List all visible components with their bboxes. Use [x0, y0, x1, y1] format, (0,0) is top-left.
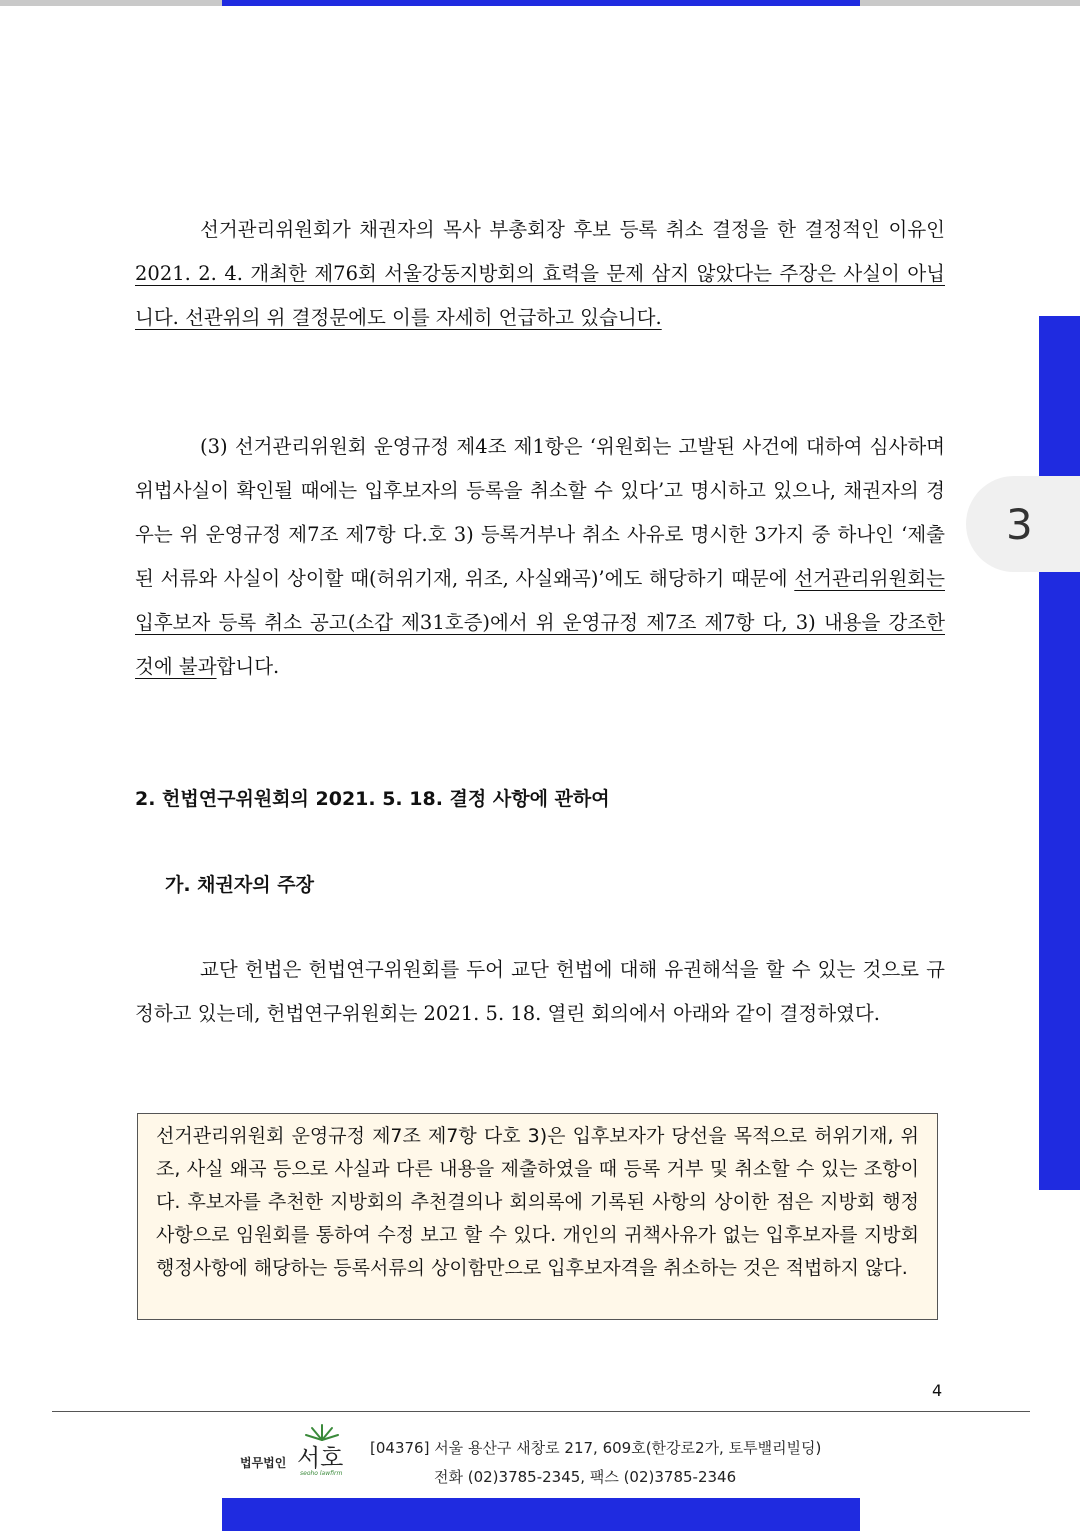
- paragraph-1-text: 선거관리위원회가 채권자의 목사 부총회장 후보 등록 취소 결정을 한 결정적인 이유인: [200, 218, 945, 241]
- paragraph-2-tail: 합니다.: [216, 655, 280, 678]
- side-accent-bar: [1039, 316, 1080, 1190]
- top-accent-bar: [222, 0, 860, 6]
- page-indicator-tab[interactable]: [966, 476, 1080, 572]
- logo-name: 서호: [297, 1444, 344, 1472]
- logo-english: seoho lawfirm: [300, 1470, 343, 1477]
- paragraph-2-underlined: 선거관리위원회는 입후보자 등록 취소 공고(소갑 제31호증)에서 위 운영규정 제7조 제7항 다, 3) 내용을 강조한 것에 불과: [135, 567, 945, 678]
- paragraph-2: [135, 425, 945, 689]
- bottom-accent-bar: [222, 1498, 860, 1531]
- page-number: 4: [932, 1381, 943, 1400]
- footer-address: [04376] 서울 용산구 새창로 217, 609호(한강로2가, 토투밸리빌딩): [370, 1439, 822, 1457]
- paragraph-1-underlined: 2021. 2. 4. 개최한 제76회 서울강동지방회의 효력을 문제 삼지 않았다는 주장은 사실이 아닙니다. 선관위의 위 결정문에도 이를 자세히 언급하고 있습니다.: [135, 262, 945, 329]
- firm-logo: [240, 1422, 360, 1482]
- footer-phone: 전화 (02)3785-2345, 팩스 (02)3785-2346: [434, 1468, 737, 1486]
- section-heading: 2. 헌법연구위원회의 2021. 5. 18. 결정 사항에 관하여: [135, 788, 610, 810]
- footer-divider: [52, 1411, 1030, 1412]
- paragraph-3: [135, 948, 945, 1036]
- quote-box: [137, 1113, 938, 1320]
- paragraph-2-text: (3) 선거관리위원회 운영규정 제4조 제1항은 ‘위원회는 고발된 사건에 대하여 심사하며 위법사실이 확인될 때에는 입후보자의 등록을 취소할 수 있다’고 명시하고 있으나, 채권자의 경우는 위 운영규정 제7조 제7항 다.호 3) 등록거부나 취소 사유로 명시한 3가지 중 하나인 ‘제출된 서류와 사실이 상이할 때(허위기재, 위조, 사실왜곡)’에도 해당하기 때문에: [135, 435, 945, 590]
- paragraph-3-text: 교단 헌법은 헌법연구위원회를 두어 교단 헌법에 대해 유권해석을 할 수 있는 것으로 규정하고 있는데, 헌법연구위원회는 2021. 5. 18. 열린 회의에서 아래와 같이 결정하였다.: [135, 958, 945, 1025]
- logo-prefix: 법무법인: [240, 1456, 287, 1470]
- sub-heading: 가. 채권자의 주장: [165, 874, 314, 896]
- page-indicator-number: 3: [1006, 499, 1033, 549]
- quote-text: 선거관리위원회 운영규정 제7조 제7항 다호 3)은 입후보자가 당선을 목적으로 허위기재, 위조, 사실 왜곡 등으로 사실과 다른 내용을 제출하였을 때 등록 거부 및 취소할 수 있는 조항이다. 후보자를 추천한 지방회의 추천결의나 회의록에 기록된 사항의 상이한 점은 지방회 행정사항으로 임원회를 통하여 수정 보고 할 수 있다. 개인의 귀책사유가 없는 입후보자를 지방회 행정사항에 해당하는 등록서류의 상이함만으로 입후보자격을 취소하는 것은 적법하지 않다.: [156, 1125, 919, 1279]
- paragraph-1: [135, 208, 945, 340]
